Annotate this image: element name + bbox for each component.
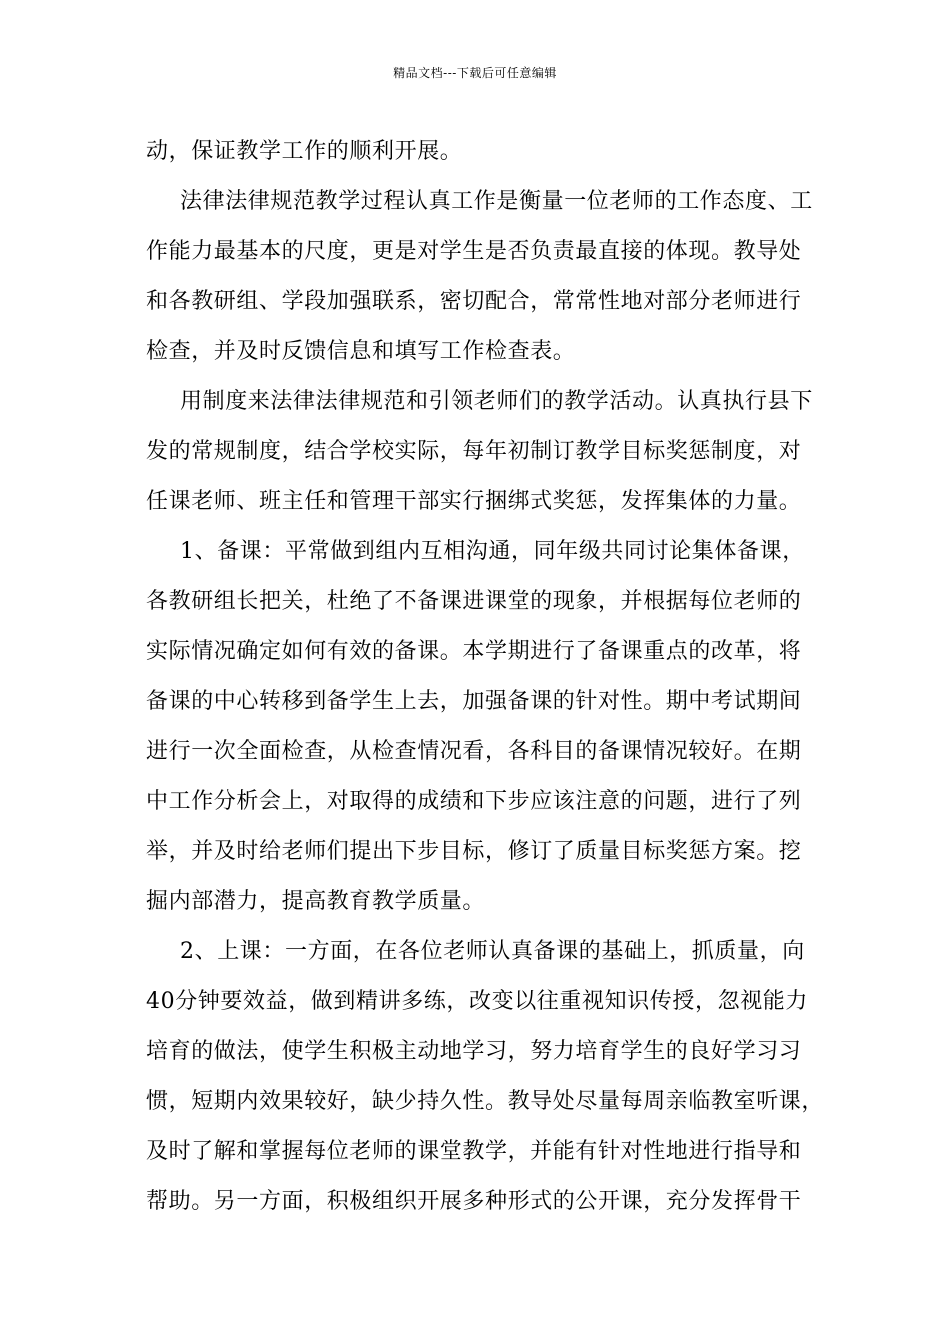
- document-body: [146, 127, 825, 1227]
- text-line: 及时了解和掌握每位老师的课堂教学，并能有针对性地进行指导和: [146, 1139, 802, 1164]
- text-line: 检查，并及时反馈信息和填写工作检查表。: [146, 339, 576, 364]
- paragraph-start-line: 法律法律规范教学过程认真工作是衡量一位老师的工作态度、工: [180, 189, 813, 214]
- text-line: 帮助。另一方面，积极组织开展多种形式的公开课，充分发挥骨干: [146, 1189, 802, 1214]
- text-line: 掘内部潜力，提高教育教学质量。: [146, 889, 486, 914]
- text-line: 举，并及时给老师们提出下步目标，修订了质量目标奖惩方案。挖: [146, 839, 802, 864]
- text-line: 实际情况确定如何有效的备课。本学期进行了备课重点的改革，将: [146, 639, 802, 664]
- text-line: 各教研组长把关，杜绝了不备课进课堂的现象，并根据每位老师的: [146, 589, 802, 614]
- text-line: 进行一次全面检查，从检查情况看，各科目的备课情况较好。在期: [146, 739, 802, 764]
- text-line: 培育的做法，使学生积极主动地学习，努力培育学生的良好学习习: [146, 1039, 802, 1064]
- text-line: 动，保证教学工作的顺利开展。: [146, 139, 463, 164]
- text-line: 40分钟要效益，做到精讲多练，改变以往重视知识传授，忽视能力: [146, 989, 808, 1014]
- text-line: 任课老师、班主任和管理干部实行捆绑式奖惩，发挥集体的力量。: [146, 489, 802, 514]
- paragraph-start-line: 2、上课：一方面，在各位老师认真备课的基础上，抓质量，向: [180, 939, 805, 964]
- text-line: 和各教研组、学段加强联系，密切配合，常常性地对部分老师进行: [146, 289, 802, 314]
- text-line: 中工作分析会上，对取得的成绩和下步应该注意的问题，进行了列: [146, 789, 802, 814]
- text-line: 备课的中心转移到备学生上去，加强备课的针对性。期中考试期间: [146, 689, 802, 714]
- page-header: 精品文档---下载后可任意编辑: [393, 66, 557, 80]
- paragraph-start-line: 1、备课：平常做到组内互相沟通，同年级共同讨论集体备课，: [180, 539, 805, 564]
- text-line: 发的常规制度，结合学校实际，每年初制订教学目标奖惩制度，对: [146, 439, 802, 464]
- paragraph-start-line: 用制度来法律法律规范和引领老师们的教学活动。认真执行县下: [180, 389, 813, 414]
- text-line: 惯，短期内效果较好，缺少持久性。教导处尽量每周亲临教室听课，: [146, 1089, 825, 1114]
- text-line: 作能力最基本的尺度，更是对学生是否负责最直接的体现。教导处: [146, 239, 802, 264]
